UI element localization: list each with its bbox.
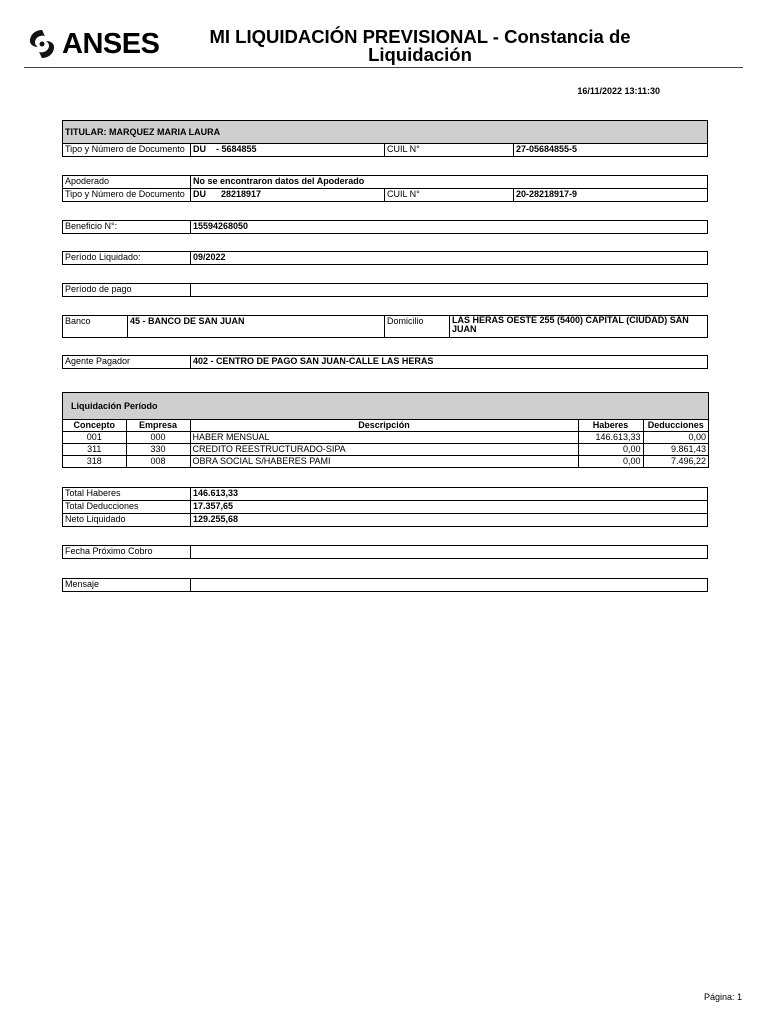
col-descripcion: Descripción [190, 420, 578, 432]
apoderado-label: Apoderado [63, 176, 191, 189]
total-deducciones-label: Total Deducciones [63, 501, 191, 514]
titular-cuil-value: 27-05684855-5 [514, 144, 708, 157]
titular-doc-value: DU - 5684855 [191, 144, 385, 157]
cell-haberes: 0,00 [578, 456, 643, 468]
logo-text: ANSES [62, 27, 160, 60]
apoderado-doc-value: DU 28218917 [191, 189, 385, 202]
periodo-liquidado-label: Período Liquidado: [63, 252, 191, 265]
apoderado-cuil-value: 20-28218917-9 [514, 189, 708, 202]
print-datetime: 16/11/2022 13:11:30 [577, 86, 660, 96]
cell-haberes: 0,00 [578, 444, 643, 456]
liquidacion-table [63, 420, 708, 467]
cell-concepto: 311 [63, 444, 126, 456]
liquidacion-heading: Liquidación Período [63, 393, 708, 420]
total-deducciones-value: 17.357,65 [191, 501, 708, 514]
header-divider [24, 67, 743, 68]
proximo-cobro-table [62, 545, 708, 559]
titular-cuil-label: CUIL N° [385, 144, 514, 157]
liquidacion-header-row [63, 420, 708, 432]
cell-deducciones: 9.861,43 [643, 444, 708, 456]
neto-liquidado-label: Neto Liquidado [63, 514, 191, 527]
banco-value: 45 - BANCO DE SAN JUAN [128, 316, 385, 338]
agente-label: Agente Pagador [63, 356, 191, 369]
banco-label: Banco [63, 316, 128, 338]
table-row [63, 456, 708, 468]
col-deducciones: Deducciones [647, 420, 704, 430]
mensaje-value [191, 579, 708, 592]
page-number: Página: 1 [703, 992, 742, 1002]
apoderado-table [62, 175, 708, 202]
cell-concepto: 001 [63, 432, 126, 444]
cell-descripcion: CREDITO REESTRUCTURADO-SIPA [190, 444, 578, 456]
anses-logo [26, 27, 171, 61]
anses-logo-icon [26, 28, 58, 60]
cell-deducciones: 0,00 [643, 432, 708, 444]
col-empresa: Empresa [126, 420, 190, 432]
titular-heading: TITULAR: MARQUEZ MARIA LAURA [63, 121, 708, 144]
cell-concepto: 318 [63, 456, 126, 468]
titular-table [62, 120, 708, 157]
cell-haberes: 146.613,33 [578, 432, 643, 444]
totales-table [62, 487, 708, 527]
proximo-cobro-label: Fecha Próximo Cobro [63, 546, 191, 559]
mensaje-label: Mensaje [63, 579, 191, 592]
domicilio-value: LAS HERAS OESTE 255 (5400) CAPITAL (CIUDAD) SAN JUAN [450, 316, 708, 338]
beneficio-label: Beneficio N°: [63, 221, 191, 234]
total-haberes-value: 146.613,33 [191, 488, 708, 501]
page-title: MI LIQUIDACIÓN PREVISIONAL - Constancia de Liquidación [209, 26, 631, 65]
periodo-liquidado-value: 09/2022 [191, 252, 708, 265]
apoderado-value: No se encontraron datos del Apoderado [191, 176, 708, 189]
mensaje-table [62, 578, 708, 592]
beneficio-value: 15594268050 [191, 221, 708, 234]
neto-liquidado-value: 129.255,68 [191, 514, 708, 527]
cell-empresa: 008 [126, 456, 190, 468]
domicilio-label: Domicilio [385, 316, 450, 338]
col-concepto: Concepto [63, 420, 126, 432]
table-row [63, 432, 708, 444]
apoderado-cuil-label: CUIL N° [385, 189, 514, 202]
proximo-cobro-value [191, 546, 708, 559]
col-haberes: Haberes [578, 420, 643, 432]
cell-empresa: 330 [126, 444, 190, 456]
apoderado-doc-label: Tipo y Número de Documento [63, 189, 191, 202]
total-haberes-label: Total Haberes [63, 488, 191, 501]
liquidacion-section [62, 392, 709, 468]
agente-table [62, 355, 708, 369]
periodo-liquidado-table [62, 251, 708, 265]
table-row [63, 444, 708, 456]
periodo-pago-value [191, 284, 708, 297]
cell-empresa: 000 [126, 432, 190, 444]
cell-descripcion: OBRA SOCIAL S/HABERES PAMI [190, 456, 578, 468]
beneficio-table [62, 220, 708, 234]
periodo-pago-label: Período de pago [63, 284, 191, 297]
periodo-pago-table [62, 283, 708, 297]
cell-descripcion: HABER MENSUAL [190, 432, 578, 444]
titular-doc-label: Tipo y Número de Documento [63, 144, 191, 157]
agente-value: 402 - CENTRO DE PAGO SAN JUAN-CALLE LAS HERAS [191, 356, 708, 369]
cell-deducciones: 7.496,22 [643, 456, 708, 468]
banco-table [62, 315, 708, 338]
